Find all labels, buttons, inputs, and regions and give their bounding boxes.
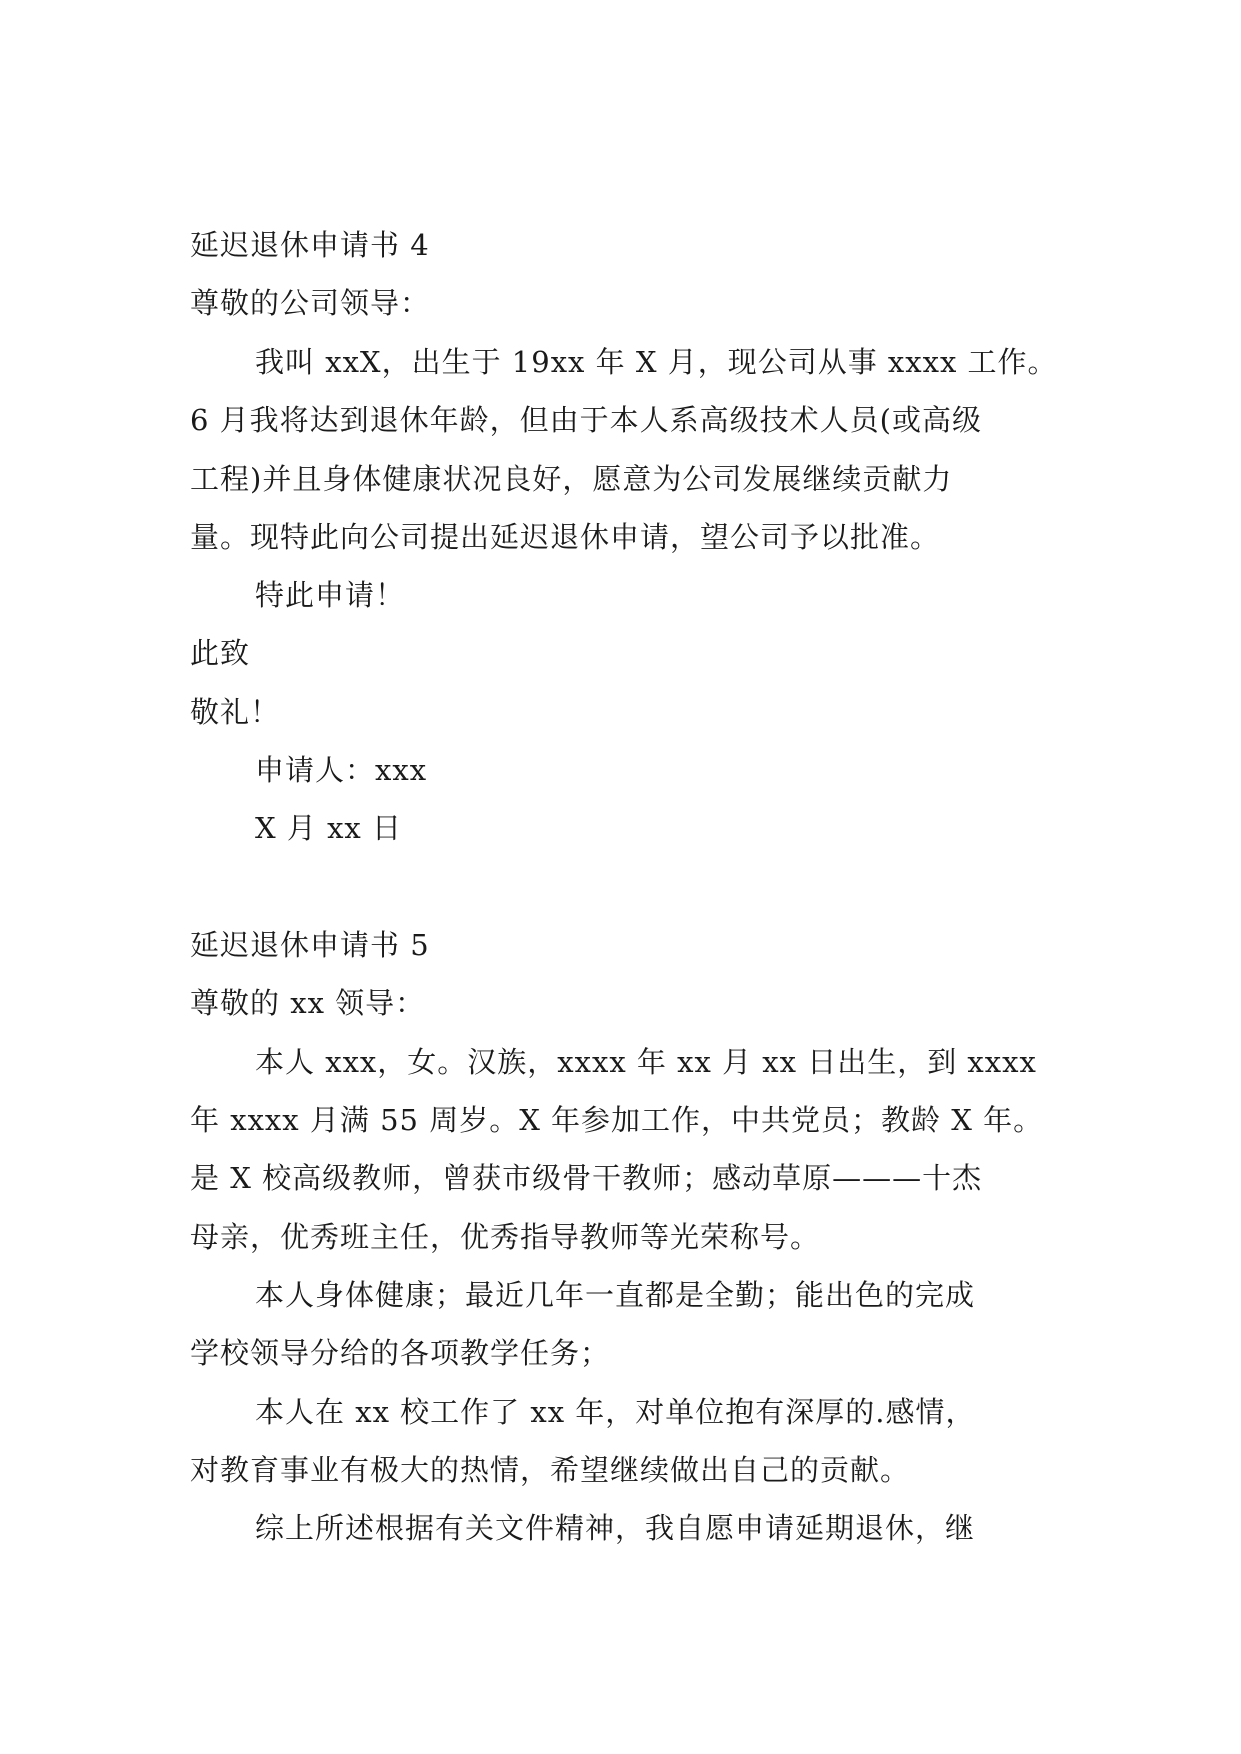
letter4-salutation: 尊敬的公司领导：: [190, 286, 431, 320]
letter4-title: 延迟退休申请书 4: [190, 228, 430, 262]
letter5-paragraph3-line2: 对教育事业有极大的热情，希望继续做出自己的贡献。: [190, 1453, 911, 1487]
letter4-closing3: 敬礼！: [190, 695, 281, 729]
letter5-paragraph1-line1: 本人 xxx，女。汉族，xxxx 年 xx 月 xx 日出生，到 xxxx: [255, 1045, 1037, 1079]
letter4-paragraph1-line2: 6 月我将达到退休年龄，但由于本人系高级技术人员(或高级: [190, 403, 982, 437]
letter4-paragraph1-line4: 量。现特此向公司提出延迟退休申请，望公司予以批准。: [190, 520, 941, 554]
letter5-paragraph2-line1: 本人身体健康；最近几年一直都是全勤；能出色的完成: [255, 1278, 976, 1312]
letter5-paragraph1-line3: 是 X 校高级教师，曾获市级骨干教师；感动草原———十杰: [190, 1161, 983, 1195]
letter4-date: X 月 xx 日: [255, 811, 403, 845]
letter5-paragraph1-line4: 母亲，优秀班主任，优秀指导教师等光荣称号。: [190, 1220, 821, 1254]
letter4-paragraph1-line3: 工程)并且身体健康状况良好，愿意为公司发展继续贡献力: [190, 462, 953, 496]
letter5-paragraph1-line2: 年 xxxx 月满 55 周岁。X 年参加工作，中共党员；教龄 X 年。: [190, 1103, 1044, 1137]
letter4-closing2: 此致: [190, 636, 251, 670]
letter4-paragraph1-line1: 我叫 xxX，出生于 19xx 年 X 月，现公司从事 xxxx 工作。: [255, 345, 1058, 379]
letter4-applicant: 申请人：xxx: [255, 753, 428, 787]
letter5-title: 延迟退休申请书 5: [190, 928, 430, 962]
letter5-paragraph2-line2: 学校领导分给的各项教学任务；: [190, 1336, 611, 1370]
letter5-paragraph3-line1: 本人在 xx 校工作了 xx 年，对单位抱有深厚的.感情，: [255, 1395, 976, 1429]
letter5-paragraph4-line1: 综上所述根据有关文件精神，我自愿申请延期退休，继: [255, 1511, 976, 1545]
letter4-closing1: 特此申请！: [255, 578, 406, 612]
letter5-salutation: 尊敬的 xx 领导：: [190, 986, 426, 1020]
